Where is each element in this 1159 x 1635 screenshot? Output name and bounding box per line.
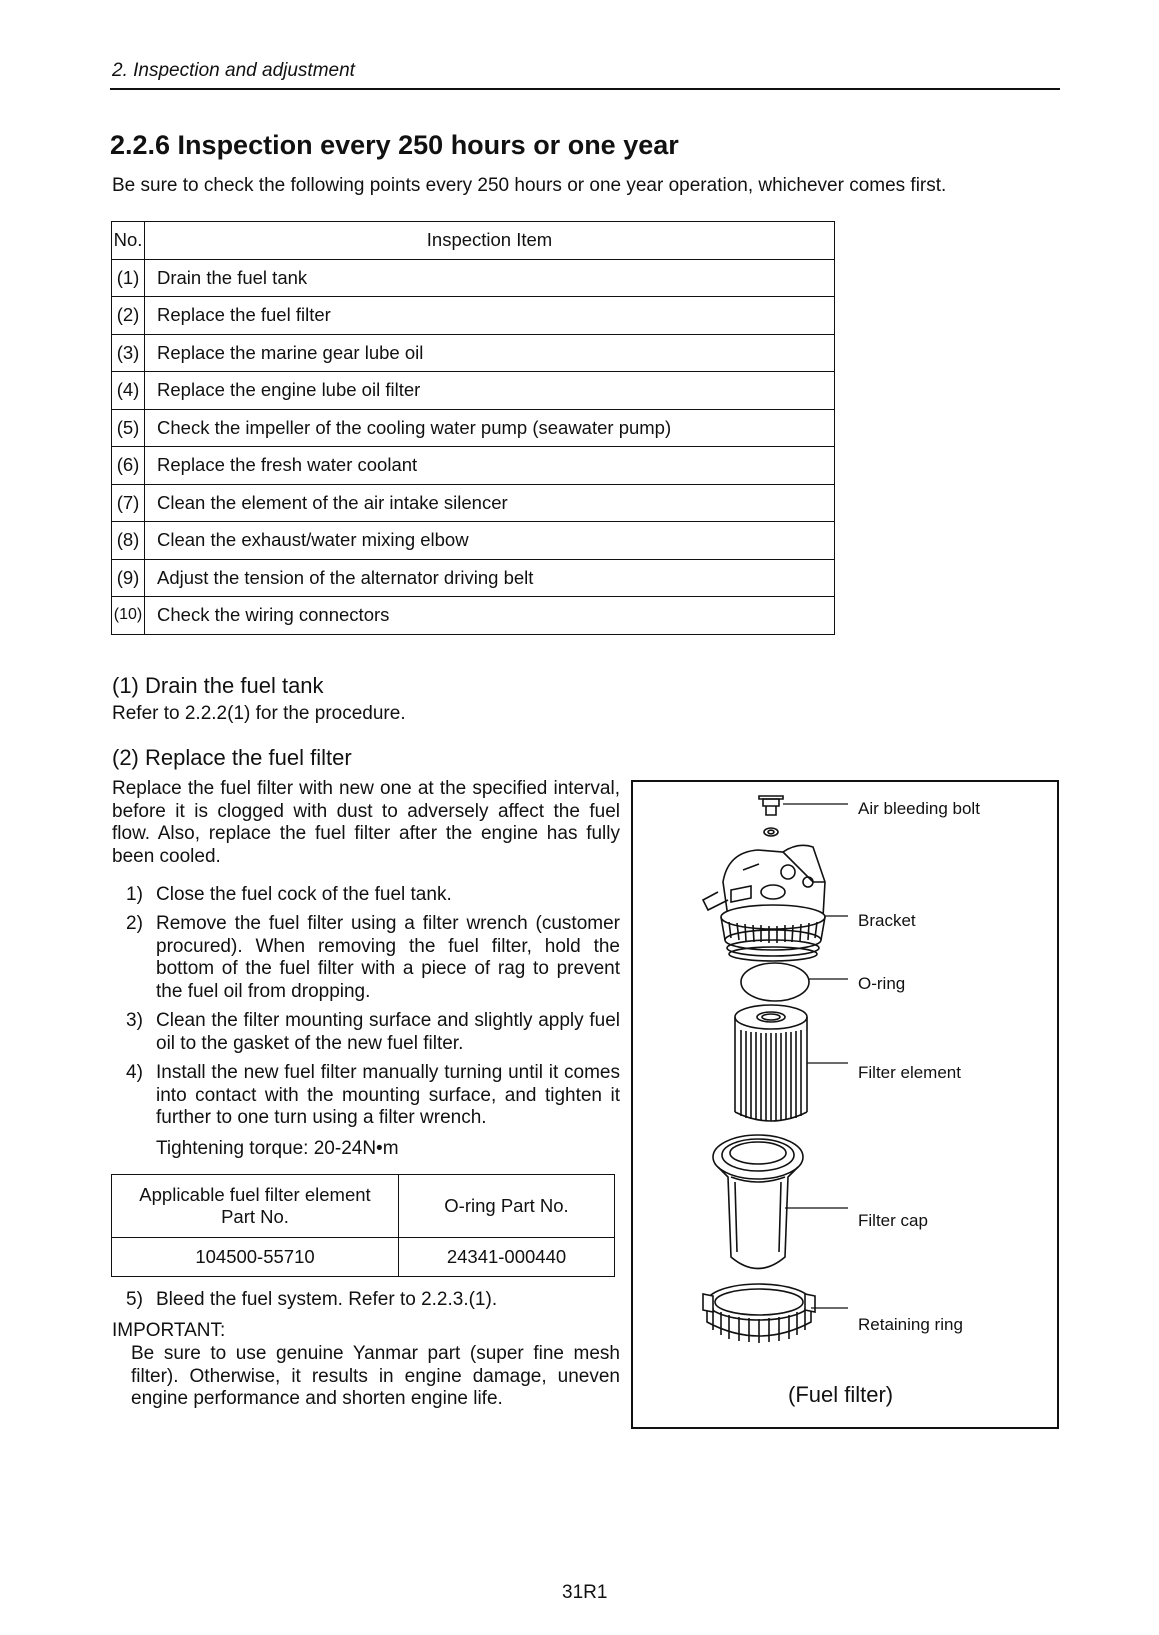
section-title: 2.2.6 Inspection every 250 hours or one year bbox=[110, 130, 679, 160]
fuel-filter-figure bbox=[631, 780, 1059, 1429]
small-washer-icon bbox=[764, 828, 778, 836]
figure-caption: (Fuel filter) bbox=[788, 1382, 894, 1407]
row-item: Replace the marine gear lube oil bbox=[145, 334, 835, 372]
col-item-header: Inspection Item bbox=[145, 222, 835, 260]
table-row bbox=[112, 522, 835, 560]
running-head: 2. Inspection and adjustment bbox=[112, 60, 355, 81]
step-5 bbox=[126, 1289, 620, 1312]
row-no: (4) bbox=[112, 372, 145, 410]
step-number: 3) bbox=[126, 1010, 143, 1031]
row-item: Clean the exhaust/water mixing elbow bbox=[145, 522, 835, 560]
step-text: Remove the fuel filter using a filter wrench (customer procured). When removing the fuel filter, hold the bottom of the fuel filter with a piece of rag to prevent the fuel oil from dropping. bbox=[156, 913, 620, 1002]
fuel-filter-exploded-diagram bbox=[633, 782, 1057, 1427]
filter-head-bowl-icon bbox=[721, 905, 825, 961]
inspection-table bbox=[111, 221, 835, 635]
label-air-bleeding-bolt: Air bleeding bolt bbox=[858, 799, 980, 818]
step-number: 1) bbox=[126, 884, 143, 905]
item2-heading: (2) Replace the fuel filter bbox=[112, 745, 352, 770]
row-no: (8) bbox=[112, 522, 145, 560]
table-row bbox=[112, 484, 835, 522]
table-row bbox=[112, 559, 835, 597]
label-filter-element: Filter element bbox=[858, 1063, 961, 1082]
parts-col2-value: 24341-000440 bbox=[399, 1238, 615, 1277]
filter-element-icon bbox=[735, 1005, 807, 1121]
parts-col2-header: O-ring Part No. bbox=[399, 1175, 615, 1238]
parts-col1-header-text: Applicable fuel filter element Part No. bbox=[139, 1184, 371, 1227]
table-header-row bbox=[112, 222, 835, 260]
step-text: Clean the filter mounting surface and slightly apply fuel oil to the gasket of the new fuel filter. bbox=[156, 1010, 620, 1054]
row-item: Replace the engine lube oil filter bbox=[145, 372, 835, 410]
table-row bbox=[112, 334, 835, 372]
retaining-ring-icon bbox=[703, 1284, 815, 1343]
label-bracket: Bracket bbox=[858, 911, 916, 930]
row-item: Replace the fuel filter bbox=[145, 297, 835, 335]
label-filter-cap: Filter cap bbox=[858, 1211, 928, 1230]
row-no: (7) bbox=[112, 484, 145, 522]
row-no: (6) bbox=[112, 447, 145, 485]
tightening-torque: Tightening torque: 20-24N•m bbox=[156, 1138, 399, 1159]
step-text: Install the new fuel filter manually turning until it comes into contact with the mounting surface, and tighten it further to one turn using a filter wrench. bbox=[156, 1062, 620, 1128]
table-row bbox=[112, 409, 835, 447]
section-intro: Be sure to check the following points every 250 hours or one year operation, whichever comes first. bbox=[112, 175, 947, 196]
label-retaining-ring: Retaining ring bbox=[858, 1315, 963, 1334]
filter-cap-icon bbox=[713, 1135, 803, 1269]
step-number: 2) bbox=[126, 913, 143, 934]
row-no: (5) bbox=[112, 409, 145, 447]
row-no: (9) bbox=[112, 559, 145, 597]
important-text: Be sure to use genuine Yanmar part (super fine mesh filter). Otherwise, it results in engine damage, uneven engine performance and shorten engine life. bbox=[131, 1343, 620, 1409]
row-no: (3) bbox=[112, 334, 145, 372]
row-item: Drain the fuel tank bbox=[145, 259, 835, 297]
table-row bbox=[112, 297, 835, 335]
item2-paragraph: Replace the fuel filter with new one at the specified interval, before it is clogged with dust to adversely affect the fuel flow. Also, replace the fuel filter after the engine has fully been cooled. bbox=[112, 778, 620, 867]
table-row bbox=[112, 259, 835, 297]
row-no: (2) bbox=[112, 297, 145, 335]
row-item: Check the impeller of the cooling water pump (seawater pump) bbox=[145, 409, 835, 447]
step-4 bbox=[126, 1062, 620, 1130]
row-item: Adjust the tension of the alternator driving belt bbox=[145, 559, 835, 597]
parts-value-row bbox=[112, 1238, 615, 1277]
step-text: Close the fuel cock of the fuel tank. bbox=[156, 884, 452, 905]
parts-header-row bbox=[112, 1175, 615, 1238]
page-number: 31R1 bbox=[562, 1582, 608, 1603]
step-number: 4) bbox=[126, 1062, 143, 1083]
table-row bbox=[112, 447, 835, 485]
row-no: (10) bbox=[112, 597, 145, 635]
step-text: Bleed the fuel system. Refer to 2.2.3.(1). bbox=[156, 1289, 498, 1310]
label-o-ring: O-ring bbox=[858, 974, 906, 993]
row-item: Clean the element of the air intake silencer bbox=[145, 484, 835, 522]
row-item: Check the wiring connectors bbox=[145, 597, 835, 635]
col-no-header: No. bbox=[112, 222, 145, 260]
table-row bbox=[112, 597, 835, 635]
step-3 bbox=[126, 1010, 620, 1055]
important-label: IMPORTANT: bbox=[112, 1320, 226, 1341]
air-bleeding-bolt-icon bbox=[759, 796, 783, 815]
step-2 bbox=[126, 913, 620, 1003]
step-number: 5) bbox=[126, 1289, 143, 1310]
table-row bbox=[112, 372, 835, 410]
parts-col1-header bbox=[112, 1175, 399, 1238]
row-item: Replace the fresh water coolant bbox=[145, 447, 835, 485]
parts-table bbox=[111, 1174, 615, 1277]
item1-text: Refer to 2.2.2(1) for the procedure. bbox=[112, 703, 406, 724]
o-ring-icon bbox=[741, 963, 809, 1001]
step-1 bbox=[126, 884, 620, 907]
item1-heading: (1) Drain the fuel tank bbox=[112, 673, 324, 698]
row-no: (1) bbox=[112, 259, 145, 297]
header-rule bbox=[110, 88, 1060, 90]
parts-col1-value: 104500-55710 bbox=[112, 1238, 399, 1277]
